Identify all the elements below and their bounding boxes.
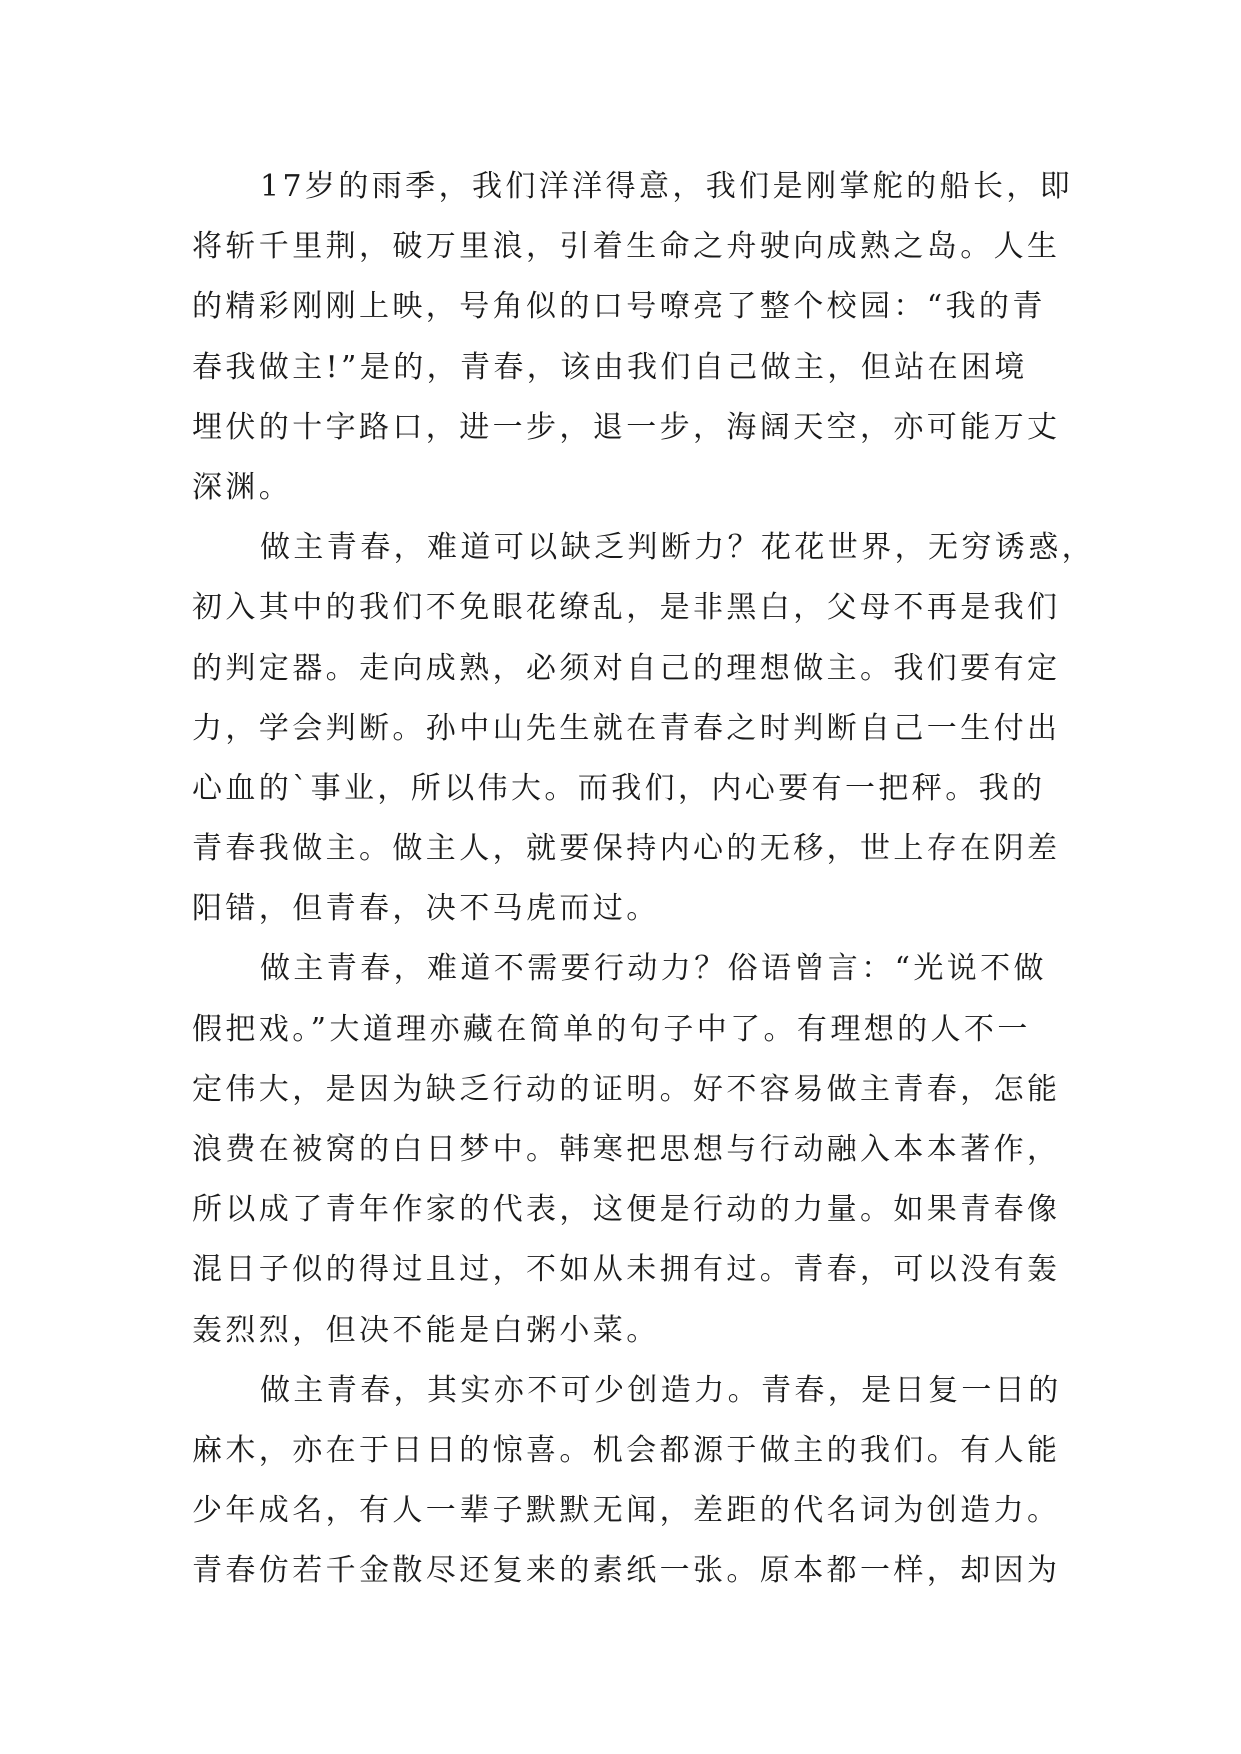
paragraph-3-line-6: 混日子似的得过且过，不如从未拥有过。青春，可以没有轰 xyxy=(192,1252,1061,1288)
paragraph-4-line-1: 做主青春，其实亦不可少创造力。青春，是日复一日的 xyxy=(260,1372,1062,1408)
paragraph-2-line-5: 心血的`事业，所以伟大。而我们，内心要有一把秤。我的 xyxy=(192,770,1046,806)
paragraph-3-line-5: 所以成了青年作家的代表，这便是行动的力量。如果青春像 xyxy=(192,1192,1061,1228)
paragraph-3-line-2: 假把戏。”大道理亦藏在简单的句子中了。有理想的人不一 xyxy=(192,1011,1031,1047)
essay-body xyxy=(192,157,1095,1602)
paragraph-1-line-2: 将斩千里荆，破万里浪，引着生命之舟驶向成熟之岛。人生 xyxy=(192,229,1061,265)
paragraph-2-line-3: 的判定器。走向成熟，必须对自己的理想做主。我们要有定 xyxy=(192,650,1061,686)
paragraph-4-line-2: 麻木，亦在于日日的惊喜。机会都源于做主的我们。有人能 xyxy=(192,1432,1061,1468)
paragraph-3-line-4: 浪费在被窝的白日梦中。韩寒把思想与行动融入本本著作， xyxy=(192,1132,1061,1167)
paragraph-1-line-6: 深渊。 xyxy=(192,469,293,505)
paragraph-1-line-4: 春我做主!”是的，青春，该由我们自己做主，但站在困境 xyxy=(192,349,1028,385)
paragraph-4-line-4: 青春仿若千金散尽还复来的素纸一张。原本都一样，却因为 xyxy=(192,1553,1061,1589)
paragraph-3-line-3: 定伟大，是因为缺乏行动的证明。好不容易做主青春，怎能 xyxy=(192,1071,1061,1107)
paragraph-2-line-1: 做主青春，难道可以缺乏判断力？花花世界，无穷诱惑， xyxy=(260,530,1095,566)
paragraph-3-line-7: 轰烈烈，但决不能是白粥小菜。 xyxy=(192,1312,660,1348)
paragraph-1-line-1: 17岁的雨季，我们洋洋得意，我们是刚掌舵的船长，即 xyxy=(260,169,1074,204)
paragraph-2-line-4: 力，学会判断。孙中山先生就在青春之时判断自己一生付出 xyxy=(192,710,1061,746)
paragraph-2-line-6: 青春我做主。做主人，就要保持内心的无移，世上存在阴差 xyxy=(192,831,1061,867)
paragraph-2-line-7: 阳错，但青春，决不马虎而过。 xyxy=(192,891,660,927)
paragraph-1-line-5: 埋伏的十字路口，进一步，退一步，海阔天空，亦可能万丈 xyxy=(192,409,1061,445)
paragraph-3-line-1: 做主青春，难道不需要行动力？俗语曾言：“光说不做 xyxy=(260,951,1047,987)
paragraph-4-line-3: 少年成名，有人一辈子默默无闻，差距的代名词为创造力。 xyxy=(192,1493,1061,1529)
paragraph-2-line-2: 初入其中的我们不免眼花缭乱，是非黑白，父母不再是我们 xyxy=(192,590,1061,626)
paragraph-1-line-3: 的精彩刚刚上映，号角似的口号嘹亮了整个校园：“我的青 xyxy=(192,289,1046,325)
